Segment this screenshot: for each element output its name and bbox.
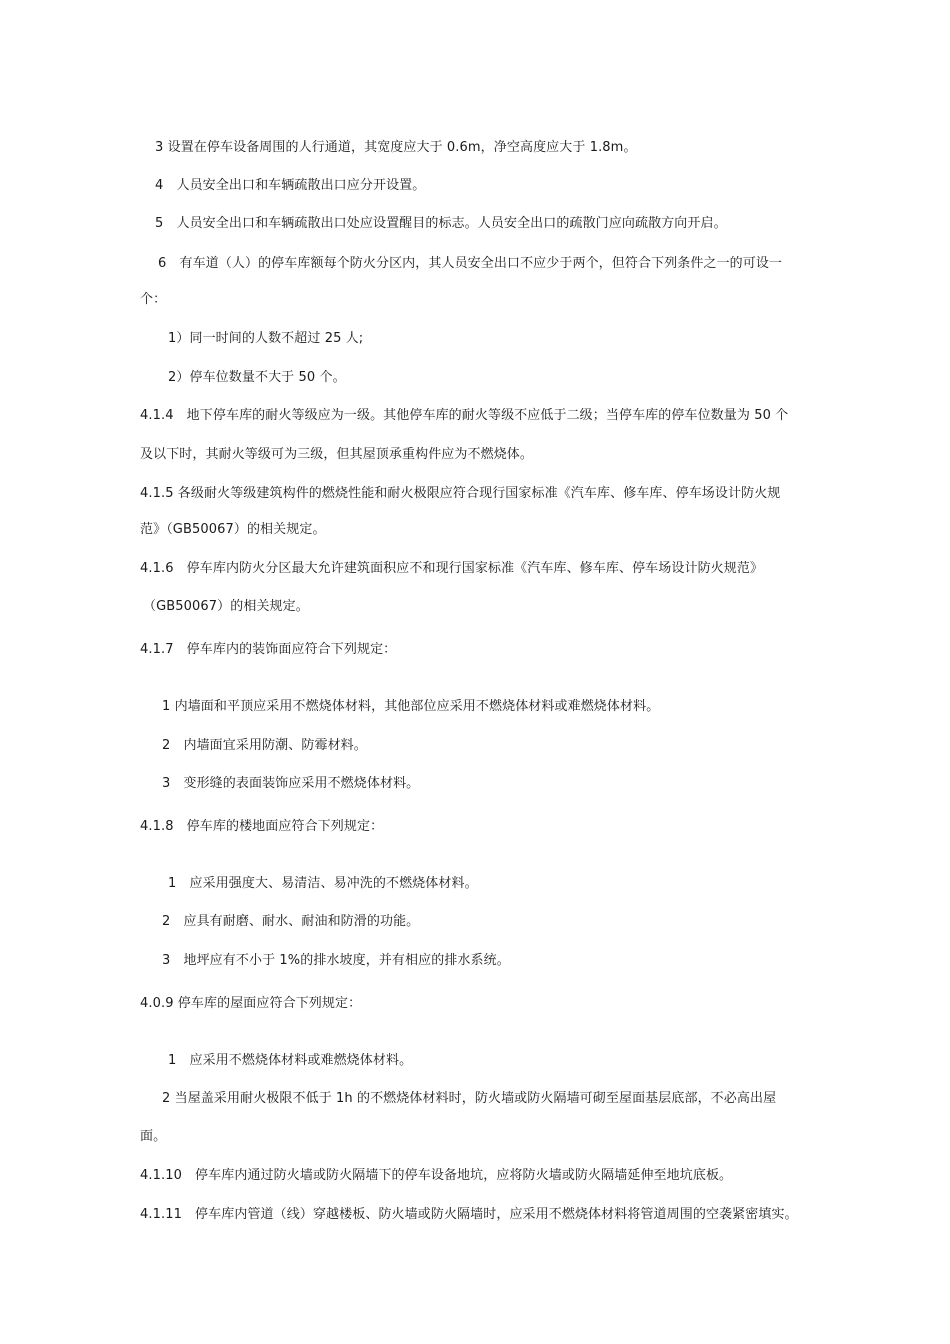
clause-4-0-9: 4.0.9 停车库的屋面应符合下列规定： <box>140 996 362 1011</box>
paragraph-4-separate-exits: 4 人员安全出口和车辆疏散出口应分开设置。 <box>155 178 426 193</box>
clause-4-1-4-continuation: 及以下时，其耐火等级可为三级，但其屋顶承重构件应为不燃烧体。 <box>140 447 534 462</box>
clause-4-1-7-item-2: 2 内墙面宜采用防潮、防霉材料。 <box>162 738 367 753</box>
clause-4-1-8-item-2: 2 应具有耐磨、耐水、耐油和防滑的功能。 <box>162 914 420 929</box>
clause-4-1-7: 4.1.7 停车库内的装饰面应符合下列规定： <box>140 642 397 657</box>
clause-4-1-8: 4.1.8 停车库的楼地面应符合下列规定： <box>140 819 384 834</box>
clause-4-0-9-item-2-continuation: 面。 <box>140 1129 167 1144</box>
clause-4-0-9-item-1: 1 应采用不燃烧体材料或难燃烧体材料。 <box>168 1053 413 1068</box>
clause-4-1-6: 4.1.6 停车库内防火分区最大允许建筑面积应不和现行国家标准《汽车库、修车库、停车场设计防火规范》 <box>140 561 764 576</box>
clause-4-1-8-item-3: 3 地坪应有不小于 1%的排水坡度，并有相应的排水系统。 <box>162 953 510 968</box>
clause-4-0-9-item-2: 2 当屋盖采用耐火极限不低于 1h 的不燃烧体材料时，防火墙或防火隔墙可砌至屋面基层底部，不必高出屋 <box>162 1091 777 1106</box>
clause-4-1-4: 4.1.4 地下停车库的耐火等级应为一级。其他停车库的耐火等级不应低于二级；当停车库的停车位数量为 50 个 <box>140 408 789 423</box>
clause-4-1-5-continuation: 范》（GB50067）的相关规定。 <box>140 522 326 537</box>
clause-4-1-11: 4.1.11 停车库内管道（线）穿越楼板、防火墙或防火隔墙时，应采用不燃烧体材料将管道周围的空袭紧密填实。 <box>140 1207 798 1222</box>
clause-4-1-8-item-1: 1 应采用强度大、易清洁、易冲洗的不燃烧体材料。 <box>168 876 478 891</box>
paragraph-3-walkway-width: 3 设置在停车设备周围的人行通道，其宽度应大于 0.6m，净空高度应大于 1.8m。 <box>155 140 637 155</box>
clause-4-1-5: 4.1.5 各级耐火等级建筑构件的燃烧性能和耐火极限应符合现行国家标准《汽车库、修车库、停车场设计防火规 <box>140 486 781 501</box>
clause-4-1-6-continuation: （GB50067）的相关规定。 <box>143 599 309 614</box>
clause-4-1-7-item-3: 3 变形缝的表面装饰应采用不燃烧体材料。 <box>162 776 420 791</box>
paragraph-6-exit-count: 6 有车道（人）的停车库额每个防火分区内，其人员安全出口不应少于两个，但符合下列条件之一的可设一 <box>158 256 783 271</box>
condition-1-occupancy: 1）同一时间的人数不超过 25 人; <box>168 331 364 346</box>
clause-4-1-10: 4.1.10 停车库内通过防火墙或防火隔墙下的停车设备地坑，应将防火墙或防火隔墙延伸至地坑底板。 <box>140 1168 733 1183</box>
clause-4-1-7-item-1: 1 内墙面和平顶应采用不燃烧体材料，其他部位应采用不燃烧体材料或难燃烧体材料。 <box>162 699 660 714</box>
condition-2-parking-spaces: 2）停车位数量不大于 50 个。 <box>168 370 346 385</box>
paragraph-5-exit-signs: 5 人员安全出口和车辆疏散出口处应设置醒目的标志。人员安全出口的疏散门应向疏散方向开启。 <box>155 216 727 231</box>
paragraph-6-continuation: 个： <box>140 292 167 307</box>
